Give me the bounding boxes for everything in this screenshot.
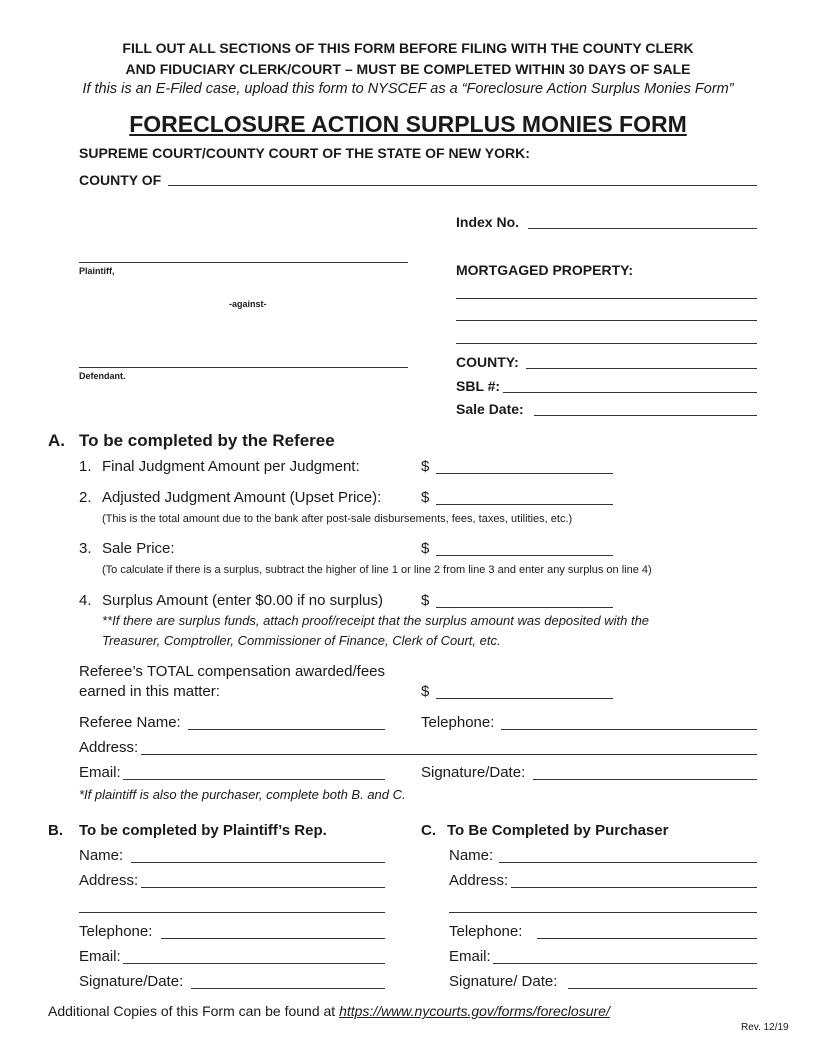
item-1-label: Final Judgment Amount per Judgment: (102, 458, 360, 475)
c-address-field[interactable] (511, 887, 757, 888)
compensation-label-1: Referee’s TOTAL compensation awarded/fees (79, 663, 386, 680)
referee-name-label: Referee Name: (79, 714, 181, 731)
item-4-note-1: **If there are surplus funds, attach proof/receipt that the surplus amount was deposited with the (102, 613, 650, 628)
instruction-line-1: FILL OUT ALL SECTIONS OF THIS FORM BEFORE FILING WITH THE COUNTY CLERK (122, 40, 694, 56)
page-title: FORECLOSURE ACTION SURPLUS MONIES FORM (129, 111, 687, 137)
referee-signature-field[interactable] (533, 779, 757, 780)
b-email-field[interactable] (123, 963, 385, 964)
item-3-currency: $ (421, 540, 430, 557)
item-4-currency: $ (421, 592, 430, 609)
b-address-field-2[interactable] (79, 912, 385, 913)
surplus-amount-field[interactable] (436, 607, 613, 608)
b-telephone-label: Telephone: (79, 923, 153, 940)
item-4-label: Surplus Amount (enter $0.00 if no surplus) (102, 592, 383, 609)
b-email-label: Email: (79, 948, 121, 965)
sale-date-label: Sale Date: (456, 401, 524, 417)
c-address-field-2[interactable] (449, 912, 757, 913)
b-name-field[interactable] (131, 862, 385, 863)
adjusted-judgment-amount-field[interactable] (436, 504, 613, 505)
plaintiff-label: Plaintiff, (79, 266, 115, 276)
mortgaged-property-field-1[interactable] (456, 298, 757, 299)
c-telephone-label: Telephone: (449, 923, 523, 940)
index-no-field[interactable] (528, 228, 757, 229)
referee-email-field[interactable] (123, 779, 385, 780)
c-name-label: Name: (449, 847, 494, 864)
section-a-letter: A. (48, 431, 65, 450)
item-2-note: (This is the total amount due to the bank after post-sale disbursements, fees, taxes, utilities, etc.) (102, 513, 573, 525)
defendant-label: Defendant. (79, 371, 126, 381)
efiling-instruction: If this is an E-Filed case, upload this form to NYSCEF as a “Foreclosure Action Surplus Monies Form” (82, 81, 734, 97)
c-email-field[interactable] (493, 963, 757, 964)
section-c-letter: C. (421, 822, 436, 839)
b-address-field[interactable] (141, 887, 385, 888)
b-telephone-field[interactable] (161, 938, 385, 939)
b-signature-label: Signature/Date: (79, 973, 184, 990)
item-2-currency: $ (421, 489, 430, 506)
item-3-number: 3. (79, 540, 92, 557)
item-1-currency: $ (421, 458, 430, 475)
b-address-label: Address: (79, 872, 139, 889)
county-of-label: COUNTY OF (79, 172, 162, 188)
final-judgment-amount-field[interactable] (436, 473, 613, 474)
c-email-label: Email: (449, 948, 491, 965)
referee-name-field[interactable] (188, 729, 385, 730)
c-signature-label: Signature/ Date: (449, 973, 558, 990)
c-address-label: Address: (449, 872, 509, 889)
court-label: SUPREME COURT/COUNTY COURT OF THE STATE OF NEW YORK: (79, 145, 530, 161)
c-telephone-field[interactable] (537, 938, 757, 939)
item-2-label: Adjusted Judgment Amount (Upset Price): (102, 489, 382, 506)
section-b-letter: B. (48, 822, 63, 839)
item-2-number: 2. (79, 489, 92, 506)
compensation-label-2: earned in this matter: (79, 683, 220, 700)
item-1-number: 1. (79, 458, 92, 475)
section-a-heading: To be completed by the Referee (79, 431, 335, 450)
county-field[interactable] (526, 368, 757, 369)
sale-date-field[interactable] (534, 415, 757, 416)
referee-address-field[interactable] (141, 754, 757, 755)
revision-label: Rev. 12/19 (741, 1022, 789, 1033)
instruction-line-2: AND FIDUCIARY CLERK/COURT – MUST BE COMPLETED WITHIN 30 DAYS OF SALE (125, 61, 691, 77)
sbl-field[interactable] (503, 392, 757, 393)
plaintiff-field[interactable] (79, 262, 408, 263)
county-of-field[interactable] (168, 185, 757, 186)
b-name-label: Name: (79, 847, 124, 864)
c-signature-field[interactable] (568, 988, 757, 989)
b-signature-field[interactable] (191, 988, 385, 989)
footer-text: Additional Copies of this Form can be found at (48, 1003, 336, 1019)
plaintiff-purchaser-note: *If plaintiff is also the purchaser, complete both B. and C. (79, 787, 406, 802)
item-4-number: 4. (79, 592, 92, 609)
compensation-currency: $ (421, 683, 430, 700)
item-4-note-2: Treasurer, Comptroller, Commissioner of Finance, Clerk of Court, etc. (102, 633, 501, 648)
section-c-heading: To Be Completed by Purchaser (447, 822, 669, 839)
item-3-note: (To calculate if there is a surplus, subtract the higher of line 1 or line 2 from line 3 and enter any surplus on line 4) (102, 564, 652, 576)
referee-telephone-label: Telephone: (421, 714, 495, 731)
referee-telephone-field[interactable] (501, 729, 757, 730)
c-name-field[interactable] (499, 862, 757, 863)
footer-note (48, 1004, 610, 1018)
against-label: -against- (229, 299, 267, 309)
referee-email-label: Email: (79, 764, 121, 781)
mortgaged-property-label: MORTGAGED PROPERTY: (456, 262, 634, 278)
referee-signature-label: Signature/Date: (421, 764, 526, 781)
referee-compensation-field[interactable] (436, 698, 613, 699)
county-label: COUNTY: (456, 354, 519, 370)
item-3-label: Sale Price: (102, 540, 175, 557)
mortgaged-property-field-2[interactable] (456, 320, 757, 321)
sbl-label: SBL #: (456, 378, 501, 394)
referee-address-label: Address: (79, 739, 139, 756)
sale-price-field[interactable] (436, 555, 613, 556)
mortgaged-property-field-3[interactable] (456, 343, 757, 344)
index-no-label: Index No. (456, 214, 520, 230)
section-b-heading: To be completed by Plaintiff’s Rep. (79, 822, 327, 839)
defendant-field[interactable] (79, 367, 408, 368)
forms-link[interactable]: https://www.nycourts.gov/forms/foreclosure/ (339, 1003, 610, 1019)
